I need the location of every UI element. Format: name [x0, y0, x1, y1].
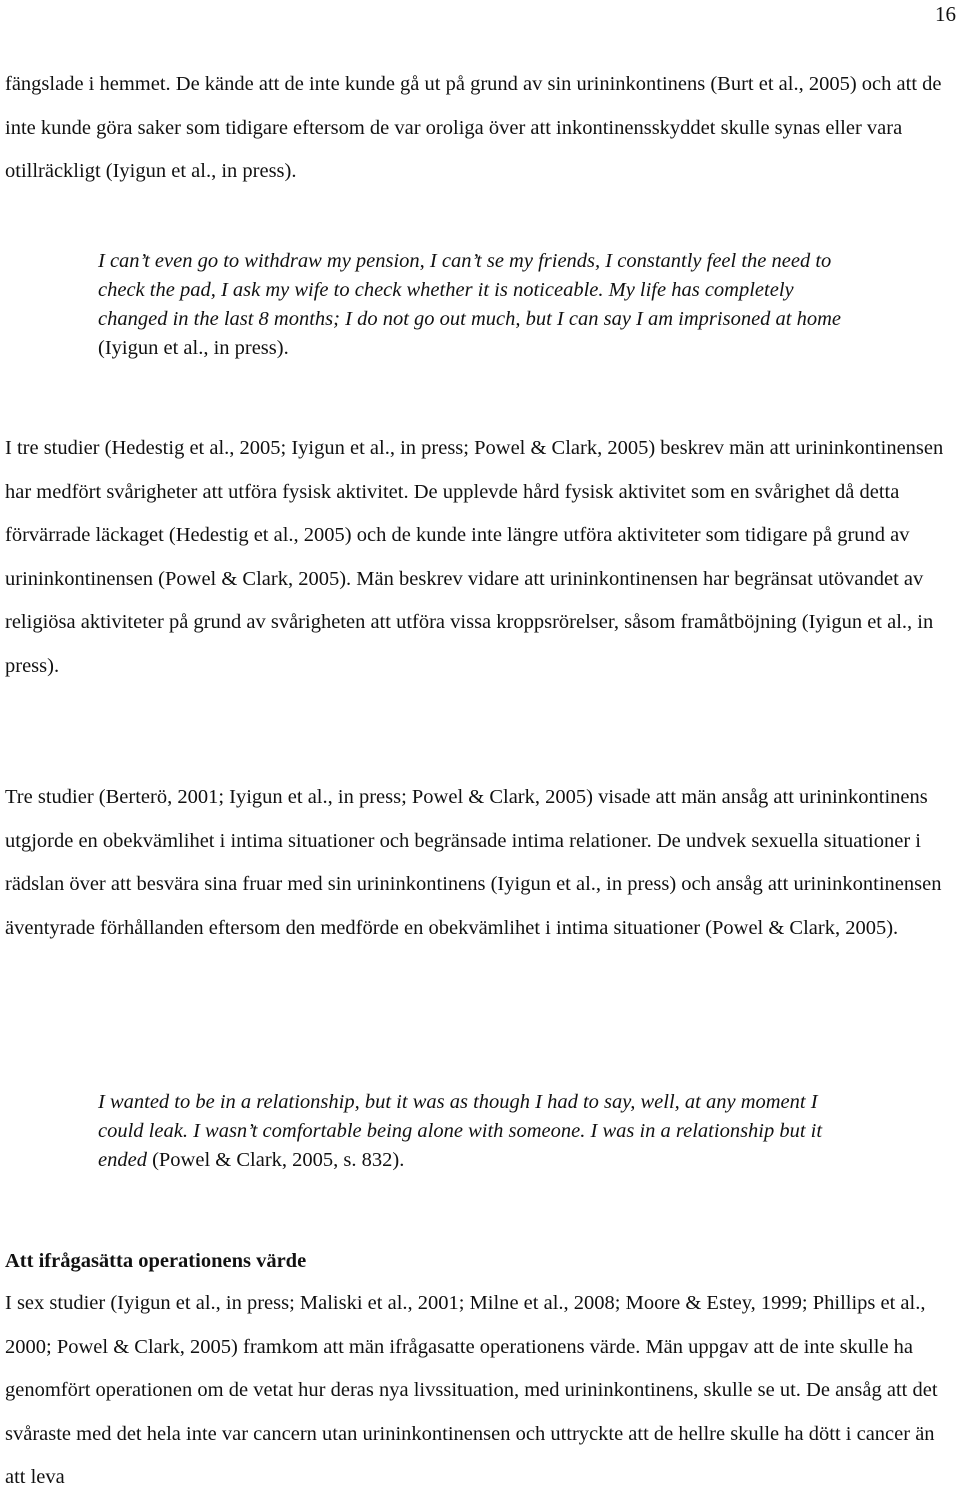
paragraph-1: fängslade i hemmet. De kände att de inte kunde gå ut på grund av sin urininkontinens (Burt et al., 2005) och att de inte kunde göra saker som tidigare eftersom de var oroliga över att inkontinensskyddet skulle synas eller vara otillräckligt (Iyigun et al., in press). — [5, 73, 942, 182]
page-number: 16 — [935, 2, 956, 26]
quote-2-citation: (Powel & Clark, 2005, s. 832). — [146, 1149, 405, 1171]
section-heading: Att ifrågasätta operationens värde — [5, 1250, 307, 1272]
quote-1-text: I can’t even go to withdraw my pension, I can’t se my friends, I constantly feel the need to check the pad, I ask my wife to check whether it is noticeable. My life has completely changed in the last 8 months; I do not go out much, but I can say I am imprisoned at home — [98, 250, 842, 330]
block-quote-1 — [98, 247, 858, 363]
quote-1-citation: (Iyigun et al., in press). — [98, 337, 289, 359]
paragraph-2: I tre studier (Hedestig et al., 2005; Iyigun et al., in press; Powel & Clark, 2005) beskrev män att urininkontinensen har medfört svårigheter att utföra fysisk aktivitet. De upplevde hård fysisk aktivitet som en svårighet då detta förvärrade läckaget (Hedestig et al., 2005) och de kunde inte längre utföra aktiviteter som tidigare på grund av urininkontinensen (Powel & Clark, 2005). Män beskrev vidare att urininkontinensen har begränsat utövandet av religiösa aktiviteter på grund av svårigheten att utföra vissa kroppsrörelser, såsom framåtböjning (Iyigun et al., in press). — [5, 437, 944, 677]
block-quote-2 — [98, 1088, 858, 1175]
quote-2-text: I wanted to be in a relationship, but it was as though I had to say, well, at any moment I could leak. I wasn’t comfortable being alone with someone. I was in a relationship but it ended — [98, 1091, 823, 1171]
paragraph-3: Tre studier (Berterö, 2001; Iyigun et al., in press; Powel & Clark, 2005) visade att män ansåg att urininkontinens utgjorde en obekvämlihet i intima situationer och begränsade intima relationer. De undvek sexuella situationer i rädslan över att besvära sina fruar med sin urininkontinens (Iyigun et al., in press) och ansåg att urininkontinensen äventyrade förhållanden eftersom den medförde en obekvämlihet i intima situationer (Powel & Clark, 2005). — [5, 786, 942, 939]
paragraph-4: I sex studier (Iyigun et al., in press; Maliski et al., 2001; Milne et al., 2008; Moore & Estey, 1999; Phillips et al., 2000; Powel & Clark, 2005) framkom att män ifrågasatte operationens värde. Män uppgav att de inte skulle ha genomfört operationen om de vetat hur deras nya livssituation, med urininkontinens, skulle se ut. De ansåg att det svåraste med det hela inte var cancern utan urininkontinensen och uttryckte att de hellre skulle ha dött i cancer än att leva — [5, 1292, 938, 1488]
